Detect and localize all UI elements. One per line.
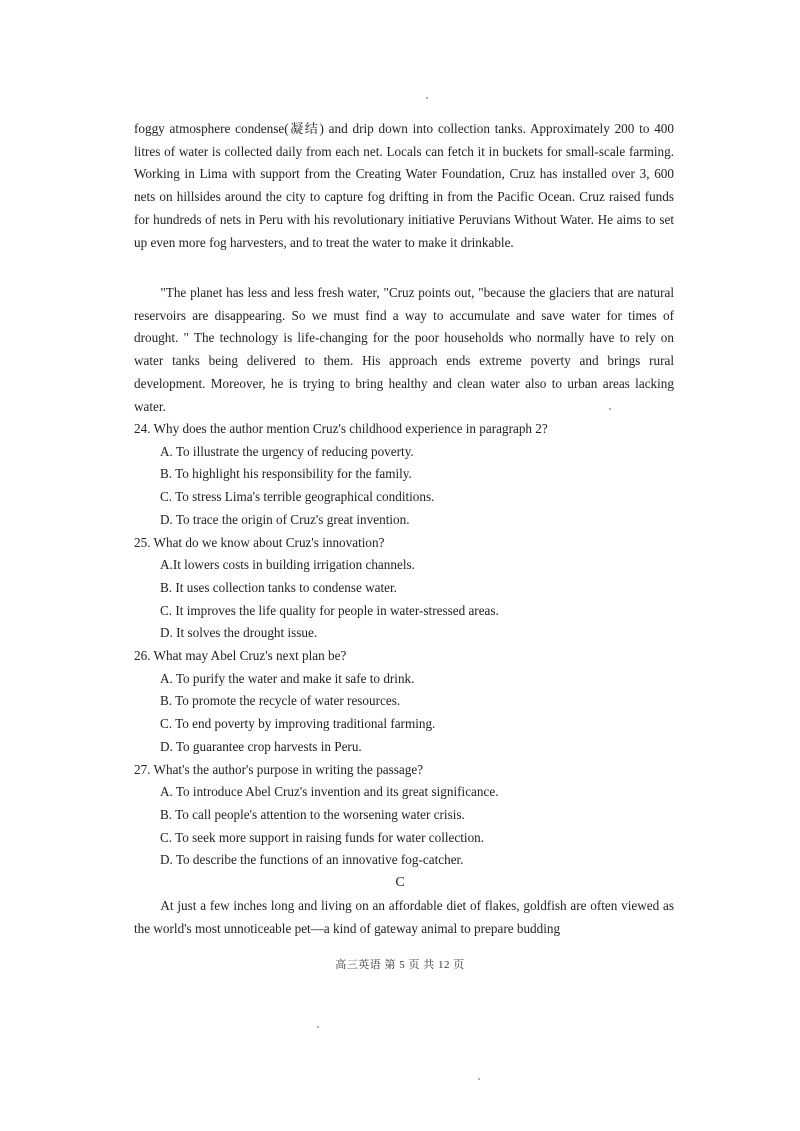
option-d: D. It solves the drought issue. (160, 625, 318, 641)
option-b: B. To promote the recycle of water resources. (160, 693, 401, 709)
scan-speck (478, 1078, 480, 1080)
option-d: D. To guarantee crop harvests in Peru. (160, 738, 362, 754)
question-stem: 26. What may Abel Cruz's next plan be? (134, 648, 347, 664)
questions-block (134, 418, 674, 872)
option-b: B. It uses collection tanks to condense water. (160, 579, 397, 595)
question-27 (134, 759, 674, 873)
question-stem: 27. What's the author's purpose in writing the passage? (134, 761, 424, 777)
option-a: A. To introduce Abel Cruz's invention and its great significance. (160, 784, 499, 800)
question-24 (134, 418, 674, 532)
option-c: C. To seek more support in raising funds for water collection. (160, 829, 485, 845)
scan-speck (426, 97, 428, 99)
option-a: A. To purify the water and make it safe to drink. (160, 670, 415, 686)
option-c: C. To stress Lima's terrible geographical conditions. (160, 489, 435, 505)
option-c: C. To end poverty by improving traditional farming. (160, 716, 436, 732)
question-stem: 24. Why does the author mention Cruz's childhood experience in paragraph 2? (134, 421, 548, 436)
option-a: A.It lowers costs in building irrigation channels. (160, 557, 415, 573)
option-a: A. To illustrate the urgency of reducing poverty. (160, 443, 414, 459)
passage-paragraph-1: foggy atmosphere condense(凝结) and drip down into collection tanks. Approximately 200 to 400 litres of water is collected daily from each net. Locals can fetch it in buckets for small-scale farming. Working in Lima with support from the Creating Water Foundation, Cruz has installed over 3, 600 nets on hillsides around the city to capture fog drifting in from the Pacific Ocean. Cruz raised funds for hundreds of nets in Peru with his revolutionary initiative Peruvians Without Water. He aims to set up even more fog harvesters, and to treat the water to make it drinkable. (134, 121, 674, 250)
section-heading: C (395, 875, 405, 890)
question-25 (134, 532, 674, 646)
section-c-paragraph: At just a few inches long and living on an affordable diet of flakes, goldfish are often viewed as the world's most unnoticeable pet—a kind of gateway animal to prepare budding (134, 898, 674, 936)
passage-paragraph-2: "The planet has less and less fresh water, "Cruz points out, "because the glaciers that are natural reservoirs are disappearing. So we must find a way to accumulate and save water for times of drought. " The technology is life-changing for the poor households who normally have to rely on water tanks being delivered to them. His approach ends extreme poverty and brings rural development. Moreover, he is trying to bring healthy and clean water also to urban areas lacking water. (134, 285, 674, 414)
page-footer: 高三英语 第 5 页 共 12 页 (335, 959, 465, 971)
scan-speck (609, 408, 611, 410)
question-26 (134, 645, 674, 759)
option-b: B. To call people's attention to the worsening water crisis. (160, 806, 465, 822)
question-stem: 25. What do we know about Cruz's innovation? (134, 534, 385, 550)
option-c: C. It improves the life quality for people in water-stressed areas. (160, 602, 499, 618)
option-b: B. To highlight his responsibility for the family. (160, 466, 412, 482)
option-d: D. To trace the origin of Cruz's great invention. (160, 511, 410, 527)
option-d: D. To describe the functions of an innovative fog-catcher. (160, 852, 464, 868)
scan-speck (317, 1026, 319, 1028)
